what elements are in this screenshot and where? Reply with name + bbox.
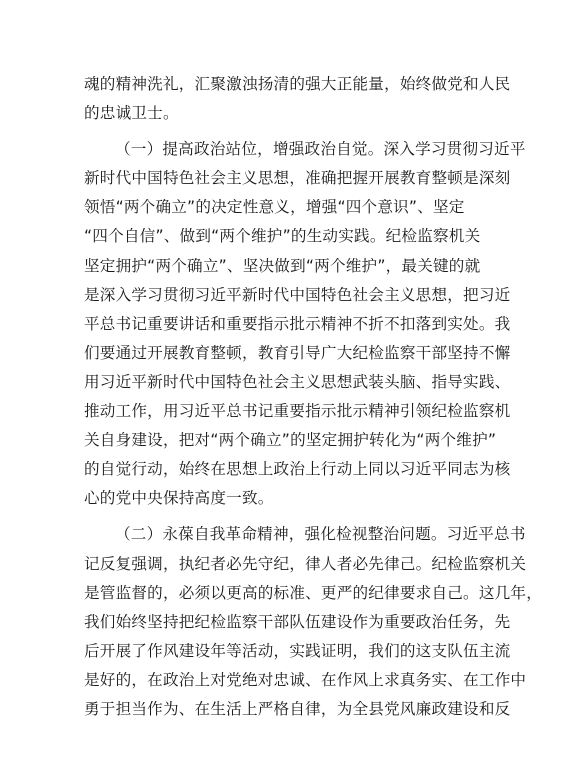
text-line: 的自觉行动，始终在思想上政治上行动上同以习近平同志为核 [84, 460, 511, 479]
text-line: “四个自信”、做到“两个维护”的生动实践。纪检监察机关 [84, 227, 481, 246]
paragraph [84, 520, 543, 724]
text-line: 是管监督的，必须以更高的标准、更严的纪律要求自己。这几年， [84, 583, 543, 602]
text-line: 是好的，在政治上对党绝对忠诚、在作风上求真务实、在工作中 [84, 670, 527, 689]
text-line: 后开展了作风建设年等活动，实践证明，我们的这支队伍主流 [84, 641, 511, 660]
text-line: 心的党中央保持高度一致。 [84, 489, 274, 508]
text-line: 平总书记重要讲话和重要指示批示精神不折不扣落到实处。我 [84, 314, 511, 333]
text-line: 们要通过开展教育整顿，教育引导广大纪检监察干部坚持不懈 [84, 343, 511, 362]
paragraph [84, 135, 526, 513]
text-line: 我们始终坚持把纪检监察干部队伍建设作为重要政治任务，先 [84, 612, 511, 631]
text-line: 勇于担当作为、在生活上严格自律，为全县党风廉政建设和反 [84, 699, 511, 718]
text-line: （一）提高政治站位，增强政治自觉。深入学习贯彻习近平 [115, 140, 526, 159]
document-page [84, 70, 543, 724]
text-line: 坚定拥护“两个确立”、坚决做到“两个维护”，最关键的就 [84, 256, 481, 275]
text-line: 新时代中国特色社会主义思想，准确把握开展教育整顿是深刻 [84, 169, 511, 188]
text-line: 魂的精神洗礼，汇聚激浊扬清的强大正能量，始终做党和人民 [84, 75, 511, 93]
text-line: 关自身建设，把对“两个确立”的坚定拥护转化为“两个维护” [84, 431, 497, 450]
text-line: 是深入学习贯彻习近平新时代中国特色社会主义思想，把习近 [84, 285, 511, 304]
text-line: 用习近平新时代中国特色社会主义思想武装头脑、指导实践、 [84, 372, 511, 391]
text-line: 的忠诚卫士。 [84, 104, 179, 123]
text-line: 领悟“两个确立”的决定性意义，增强“四个意识”、坚定 [84, 198, 465, 217]
text-line: 推动工作，用习近平总书记重要指示批示精神引领纪检监察机 [84, 402, 511, 421]
text-line: （二）永葆自我革命精神，强化检视整治问题。习近平总书 [115, 525, 526, 544]
text-line: 记反复强调，执纪者必先守纪，律人者必先律己。纪检监察机关 [84, 554, 527, 573]
paragraph [84, 70, 511, 128]
